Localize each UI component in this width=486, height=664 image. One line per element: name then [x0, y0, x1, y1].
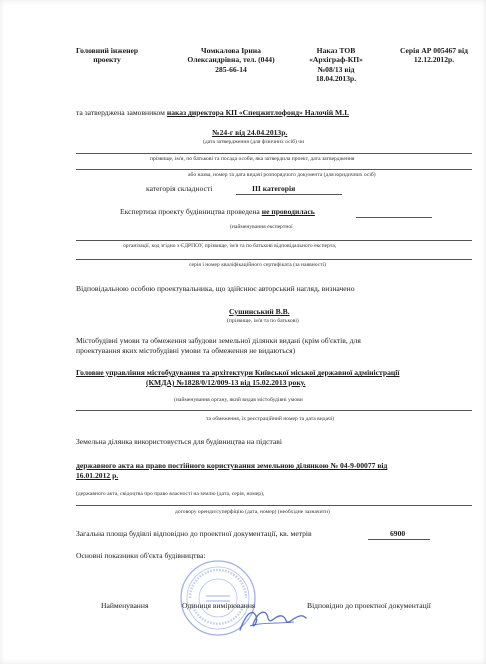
land-value: державного акта на право постійного користування земельною ділянкою № 04-9-00077 від — [76, 461, 388, 470]
indicators-col-design: Відповідно до проектної документації — [307, 601, 431, 610]
expertise-caption: (найменування експертної — [230, 224, 293, 230]
urban-conditions-caption: (найменування органу, який видав містобудівні умови — [174, 397, 303, 403]
approval-order-caption: (дата затвердження (для фізичних осіб) чи — [203, 139, 305, 145]
fill-line — [236, 194, 342, 195]
approval-order-value: №24-г від 24.04.2013р. — [212, 128, 288, 137]
complexity-label: категорія складності — [146, 184, 213, 193]
header-engineer-name — [176, 46, 286, 74]
header-text: 12.12.2012р. — [413, 55, 455, 65]
header-text: «Архіграф-КП» — [309, 55, 363, 65]
fill-line — [76, 153, 472, 154]
complexity-value: ІІІ категорія — [252, 184, 296, 193]
header-certificate — [384, 46, 484, 65]
header-text: 285-66-14 — [215, 64, 247, 74]
supervision-label: Відповідальною особою проектувальника, що здійснює авторський нагляд, визначено — [76, 284, 355, 293]
area-label: Загальна площа будівлі відповідно до проектної документації, кв. метрів — [76, 529, 312, 538]
land-label: Земельна ділянка використовується для будівництва на підставі — [76, 437, 282, 446]
fill-line — [76, 505, 472, 506]
header-text: Серія АР 005467 від — [399, 46, 469, 55]
land-value: 16.01.2012 р. — [76, 471, 119, 480]
expertise-line — [120, 207, 315, 216]
urban-conditions-caption: та обмеження, їх реєстраційний номер та дата видачі) — [206, 416, 335, 422]
approval-label: та затверджена замовником — [76, 108, 165, 117]
supervision-caption: (прізвище, ім'я та по батькові) — [227, 318, 299, 324]
approval-caption: або назва, номер та дата видачі розпорядчого документа (для юридичних осіб) — [188, 172, 376, 178]
header-chief-engineer — [52, 46, 162, 65]
fill-line — [76, 259, 472, 260]
expertise-value: не проводилась — [261, 207, 315, 216]
fill-line — [76, 169, 472, 170]
urban-conditions-value: (КМДА) №1828/0/12/009-13 від 15.02.2013 року. — [146, 378, 306, 387]
supervision-value: Сушинський В.В. — [229, 307, 290, 316]
expertise-caption: серія і номер кваліфікаційного сертифіката (за наявності) — [189, 262, 327, 268]
fill-line — [76, 240, 472, 241]
header-text: проекту — [93, 55, 121, 65]
indicators-col-unit: Одиниця вимірювання — [182, 601, 256, 610]
header-text: Чомкалова Ірина — [201, 46, 261, 55]
approval-value: наказ директора КП «Спецжитлофонд» Налочій М.І. — [166, 108, 349, 117]
urban-conditions-value: Головне управління містобудування та архітектури Київської міської державної адміністрації — [76, 368, 400, 377]
fill-line — [368, 539, 430, 540]
urban-conditions-label: Містобудівні умови та обмеження забудови земельної ділянки видані (крім об'єктів, для — [76, 336, 361, 345]
signature-icon — [232, 600, 312, 640]
urban-conditions-label: проектування яких містобудівні умови та обмеження не видаються) — [76, 346, 296, 355]
land-caption: (державного акта, свідоцтва про право власності на землю (дата, серія, номер), — [76, 491, 265, 497]
expertise-label: Експертиза проекту будівництва проведена — [120, 207, 260, 216]
header-text: №08/13 від — [317, 64, 355, 74]
area-value: 6900 — [390, 529, 406, 538]
indicators-label: Основні показники об'єкта будівництва: — [76, 551, 206, 560]
expertise-caption: організації, код згідно з ЄДРПОУ, прізвище, ім'я та по батькові відповідального експерта, — [123, 243, 337, 249]
land-caption: договору оренди/суперфіцію (дата, номер) (необхідне зазначити) — [175, 509, 330, 515]
header-text: Наказ ТОВ — [316, 46, 356, 55]
header-text: Головний інженер — [75, 46, 139, 55]
indicators-col-name: Найменування — [101, 601, 149, 610]
header-text: Олександрівна, тел. (044) — [187, 55, 275, 65]
header-order — [296, 46, 376, 84]
approval-line — [76, 108, 349, 117]
header-text: 18.04.2013р. — [315, 74, 357, 84]
fill-line — [356, 217, 432, 218]
fill-line — [76, 410, 472, 411]
approval-caption: прізвище, ім'я, по батькові та посада особи, яка затвердила проект, дата затвердження — [150, 156, 355, 162]
